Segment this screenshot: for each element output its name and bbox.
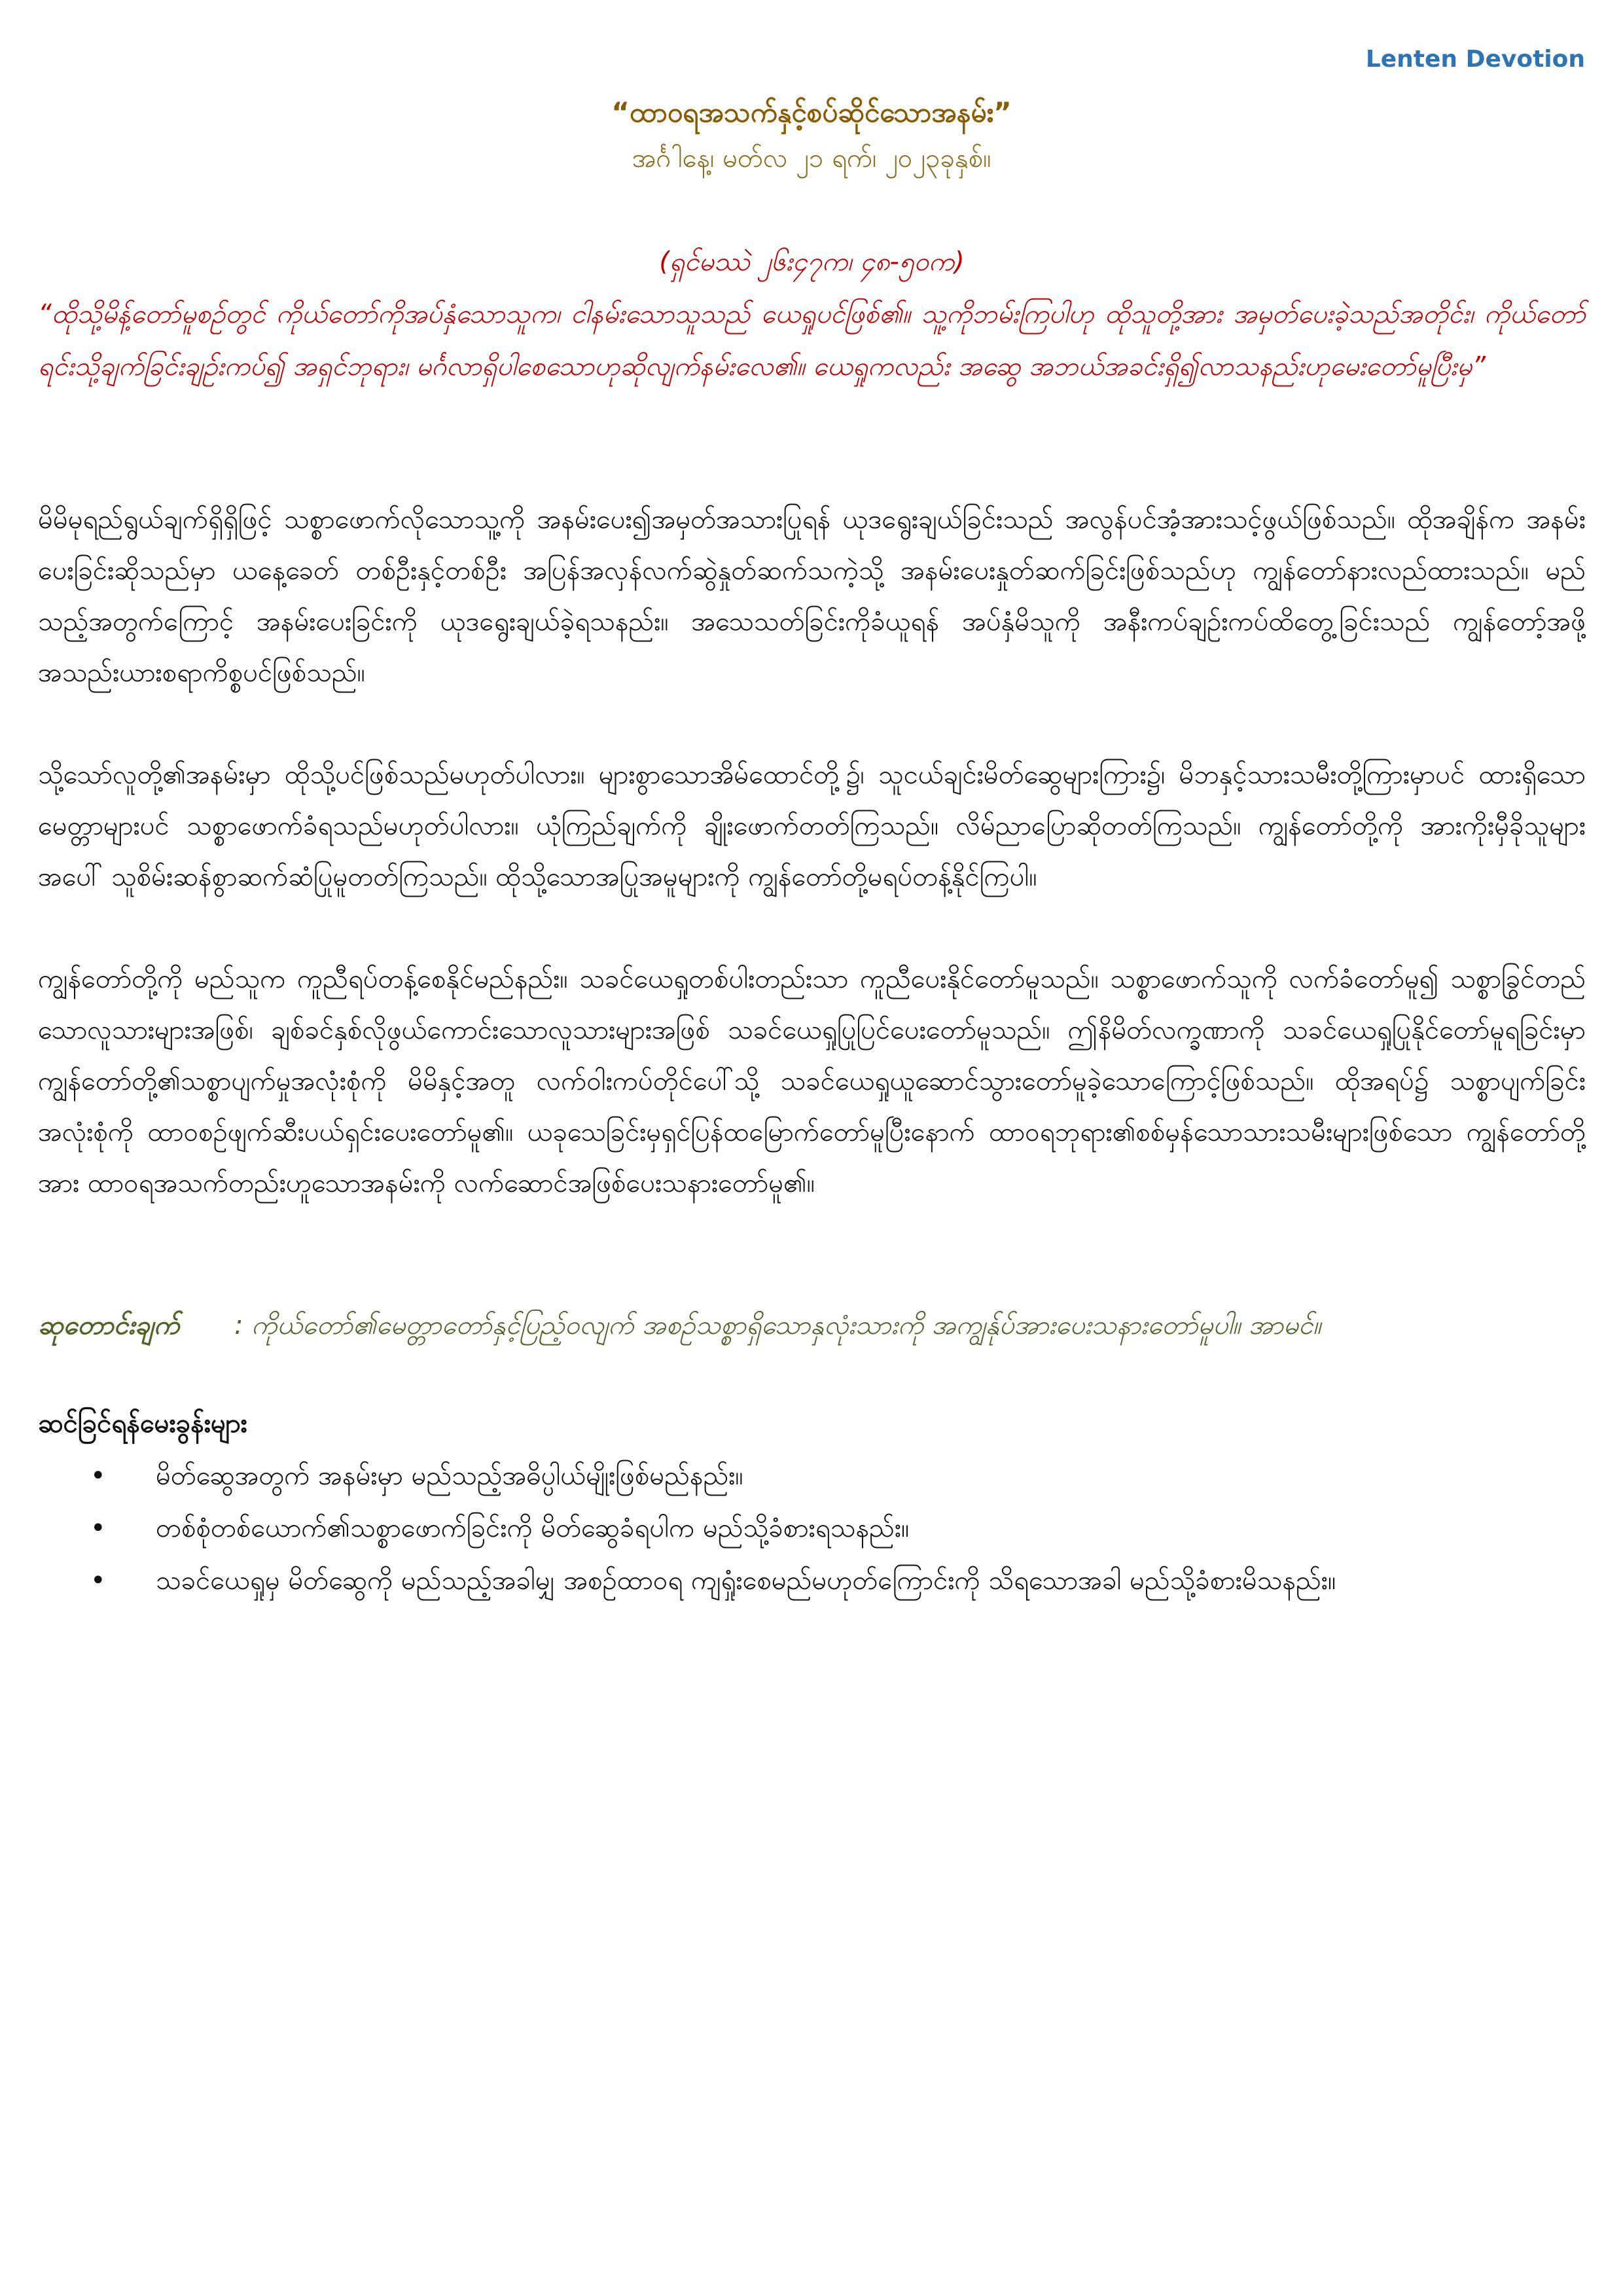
title-block xyxy=(0,92,1623,179)
scripture-text: “ထိုသို့မိန့်တော်မူစဉ်တွင် ကိုယ်တော်ကိုအပ်နှံသောသူက၊ ငါနမ်းသောသူသည် ယေရှုပင်ဖြစ်၏။ သူ့ကိုဘမ်းကြပါဟု ထိုသူတို့အား အမှတ်ပေးခဲ့သည်အတိုင်း၊ ကိုယ်တော်ရင်းသို့ချက်ခြင်းချဉ်းကပ်၍ အရှင်ဘုရား၊ မင်္ဂလာရှိပါစေသောဟုဆိုလျက်နမ်းလေ၏။ ယေရှုကလည်း အဆွေ အဘယ်အခင်းရှိ၍လာသနည်းဟုမေးတော်မူပြီးမှ” xyxy=(38,299,1586,382)
body-text xyxy=(38,494,1586,1260)
bullet-icon: • xyxy=(90,1461,106,1491)
bullet-icon: • xyxy=(90,1513,106,1543)
questions-heading: ဆင်ခြင်ရန်မေးခွန်းများ xyxy=(38,1408,247,1439)
prayer-label: ဆုတောင်းချက် xyxy=(38,1310,180,1340)
reflection-questions xyxy=(38,1397,1586,1607)
header-tag: Lenten Devotion xyxy=(1365,46,1585,73)
page-title: “ထာဝရအသက်နှင့်စပ်ဆိုင်သောအနမ်း” xyxy=(611,96,1012,128)
body-paragraph: သို့သော်လူတို့၏အနမ်းမှာ ထိုသို့ပင်ဖြစ်သည်မဟုတ်ပါလား။ များစွာသောအိမ်ထောင်တို့၌၊ သူငယ်ချင်းမိတ်ဆွေများကြား၌၊ မိဘနှင့်သားသမီးတို့ကြားမှာပင် ထားရှိသောမေတ္တာများပင် သစ္စာဖောက်ခံရသည်မဟုတ်ပါလား။ ယုံကြည်ချက်ကို ချိုးဖောက်တတ်ကြသည်။ လိမ်ညာပြောဆိုတတ်ကြသည်။ ကျွန်တော်တို့ကို အားကိုးမှီခိုသူများအပေါ် သူစိမ်းဆန်စွာဆက်ဆံပြုမူတတ်ကြသည်။ ထိုသို့သောအပြုအမူများကို ကျွန်တော်တို့မရပ်တန့်နိုင်ကြပါ။ xyxy=(38,760,1586,892)
list-item xyxy=(90,1450,1586,1502)
questions-list xyxy=(38,1450,1586,1607)
body-paragraph: ကျွန်တော်တို့ကို မည်သူက ကူညီရပ်တန့်စေနိုင်မည်နည်း။ သခင်ယေရှုတစ်ပါးတည်းသာ ကူညီပေးနိုင်တော်မူသည်။ သစ္စာဖောက်သူကို လက်ခံတော်မူ၍ သစ္စာခြွင်တည်သောလူသားများအဖြစ်၊ ချစ်ခင်နှစ်လိုဖွယ်ကောင်းသောလူသားများအဖြစ် သခင်ယေရှုပြုပြင်ပေးတော်မူသည်။ ဤနိမိတ်လက္ခဏာကို သခင်ယေရှုပြုနိုင်တော်မူရခြင်းမှာ ကျွန်တော်တို့၏သစ္စာပျက်မှုအလုံးစုံကို မိမိနှင့်အတူ လက်ဝါးကပ်တိုင်ပေါ်သို့ သခင်ယေရှုယူဆောင်သွားတော်မူခဲ့သောကြောင့်ဖြစ်သည်။ ထိုအရပ်၌ သစ္စာပျက်ခြင်းအလုံးစုံကို ထာဝစဉ်ဖျက်ဆီးပယ်ရှင်းပေးတော်မူ၏။ ယခုသေခြင်းမှရှင်ပြန်ထမြောက်တော်မူပြီးနောက် ထာဝရဘုရား၏စစ်မှန်သောသားသမီးများဖြစ်သော ကျွန်တော်တို့အား ထာဝရအသက်တည်းဟူသောအနမ်းကို လက်ဆောင်အဖြစ်ပေးသနားတော်မူ၏။ xyxy=(38,964,1586,1198)
scripture-block xyxy=(38,236,1586,393)
question-text: တစ်စုံတစ်ယောက်၏သစ္စာဖောက်ခြင်းကို မိတ်ဆွေခံရပါက မည်သို့ခံစားရသနည်း။ xyxy=(156,1513,910,1543)
question-text: သခင်ယေရှုမှ မိတ်ဆွေကို မည်သည့်အခါမျှ အစဉ်ထာဝရ ကျရှုံးစေမည်မဟုတ်ကြောင်းကို သိရသောအခါ မည်သို့ခံစားမိသနည်း။ xyxy=(156,1566,1336,1596)
list-item xyxy=(90,1502,1586,1554)
question-text: မိတ်ဆွေအတွက် အနမ်းမှာ မည်သည့်အဓိပ္ပါယ်မျိုးဖြစ်မည်နည်း။ xyxy=(156,1461,743,1491)
body-paragraph: မိမိမုရည်ရွယ်ချက်ရှိရှိဖြင့် သစ္စာဖောက်လိုသောသူ့ကို အနမ်းပေး၍အမှတ်အသားပြုရန် ယုဒရွေးချယ်ခြင်းသည် အလွန်ပင်အံ့အားသင့်ဖွယ်ဖြစ်သည်။ ထိုအချိန်က အနမ်းပေးခြင်းဆိုသည်မှာ ယနေ့ခေတ် တစ်ဦးနှင့်တစ်ဦး အပြန်အလှန်လက်ဆွဲနှုတ်ဆက်သကဲ့သို့ အနမ်းပေးနှုတ်ဆက်ခြင်းဖြစ်သည်ဟု ကျွန်တော်နားလည်ထားသည်။ မည်သည့်အတွက်ကြောင့် အနမ်းပေးခြင်းကို ယုဒရွေးချယ်ခဲ့ရသနည်း။ အသေသတ်ခြင်းကိုခံယူရန် အပ်နှံမိသူကို အနီးကပ်ချဉ်းကပ်ထိတွေ့ခြင်းသည် ကျွန်တော့်အဖို့ အသည်းယားစရာကိစ္စပင်ဖြစ်သည်။ xyxy=(38,505,1586,688)
prayer-text: : ကိုယ်တော်၏မေတ္တာတော်နှင့်ပြည့်ဝလျက် အစဉ်သစ္စာရှိသောနှလုံးသားကို အကျွန်ုပ်အားပေးသနားတော်မူပါ။ အာမင်။ xyxy=(234,1310,1321,1340)
bullet-icon: • xyxy=(90,1566,106,1596)
list-item xyxy=(90,1554,1586,1607)
scripture-reference: (ရှင်မဿဲ ၂၆း၄၇က၊ ၄၈-၅၀က) xyxy=(659,247,965,277)
page-date: အင်္ဂါနေ့၊ မတ်လ ၂၁ ရက်၊ ၂၀၂၃ခုနှစ်။ xyxy=(632,143,991,173)
prayer-block xyxy=(38,1299,1586,1352)
